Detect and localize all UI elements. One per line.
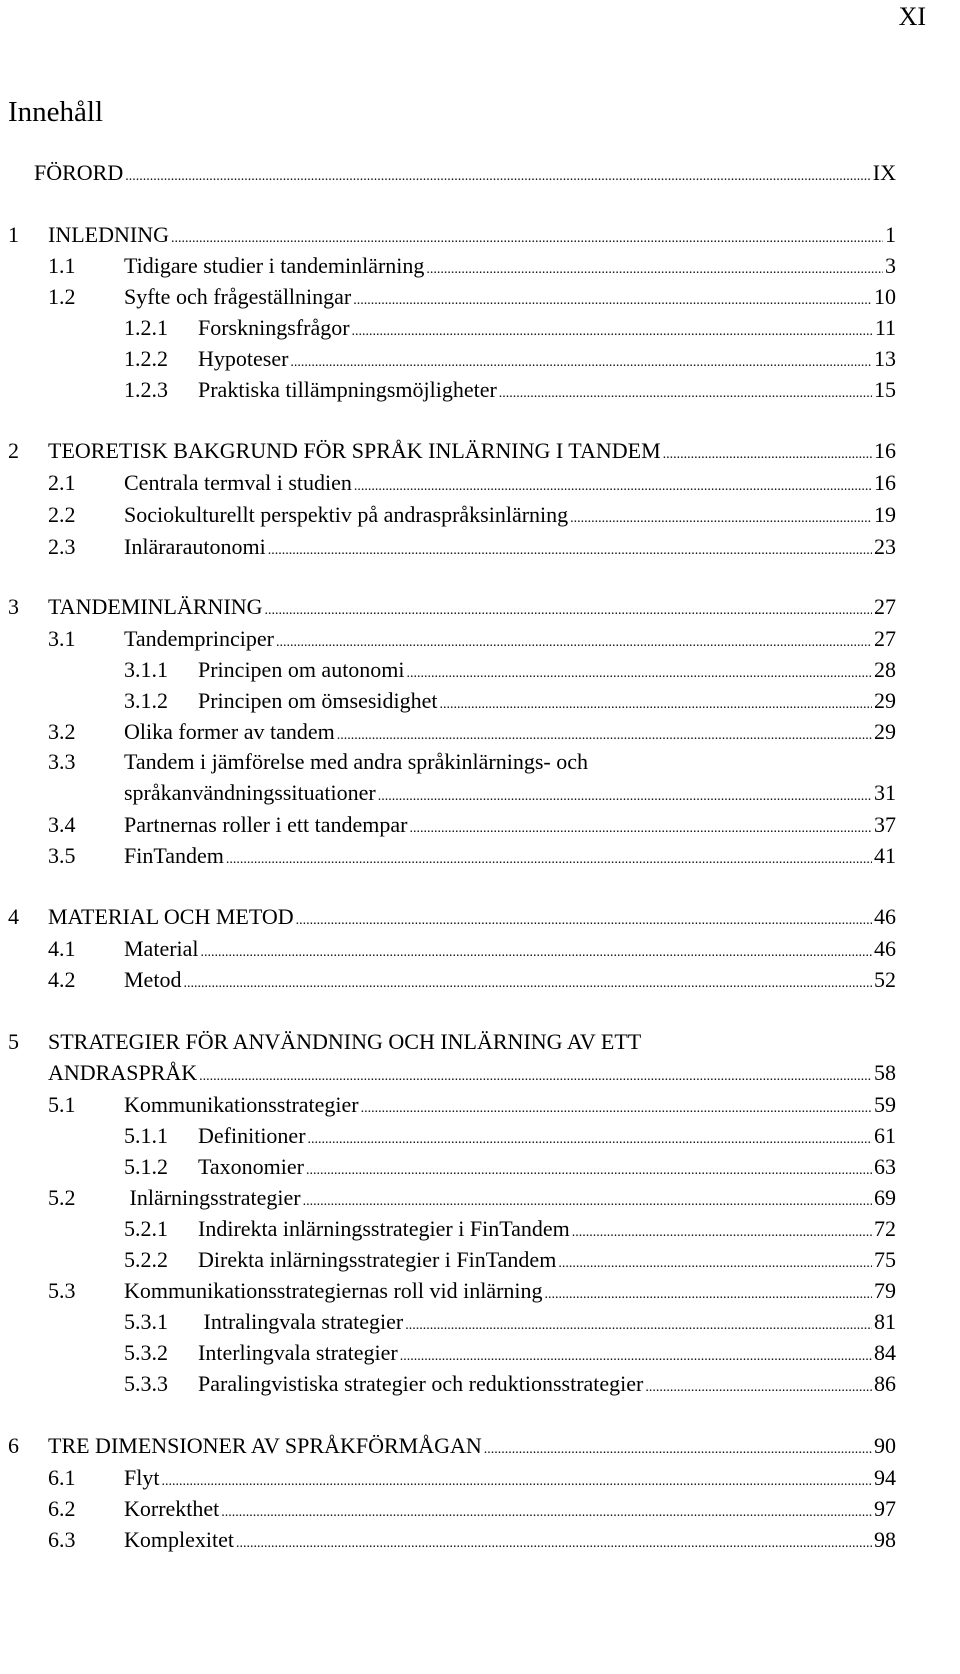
toc-leader-dots	[303, 1185, 872, 1211]
toc-entry-title: Direkta inlärningsstrategier i FinTandem	[198, 1247, 557, 1272]
toc-entry[interactable]	[124, 377, 896, 407]
toc-entry-title: MATERIAL OCH METOD	[48, 904, 294, 929]
toc-leader-dots	[201, 936, 872, 962]
toc-entry[interactable]	[124, 1309, 896, 1339]
toc-entry-page: 81	[874, 1309, 896, 1334]
toc-entry-title: Partnernas roller i ett tandempar	[124, 812, 408, 837]
toc-entry-number: 3.3	[48, 749, 76, 774]
toc-entry[interactable]	[124, 1123, 896, 1153]
toc-entry-number: 3.4	[48, 812, 76, 837]
toc-entry-number: 2.3	[48, 534, 76, 559]
toc-leader-dots	[276, 626, 872, 652]
toc-leader-dots	[407, 657, 872, 683]
toc-entry-title: Indirekta inlärningsstrategier i FinTandem	[198, 1216, 570, 1241]
toc-entry-title: TANDEMINLÄRNING	[48, 594, 263, 619]
toc-leader-dots	[499, 377, 872, 403]
toc-entry-number: 1	[8, 222, 19, 247]
toc-entry-title-line2: ANDRASPRÅK	[48, 1060, 198, 1085]
toc-entry-title: INLEDNING	[48, 222, 169, 247]
toc-leader-dots	[354, 470, 872, 496]
toc-leader-dots	[290, 346, 872, 372]
toc-leader-dots	[306, 1154, 872, 1180]
toc-entry-title: Inlärarautonomi	[124, 534, 266, 559]
toc-entry-title: Intralingvala strategier	[198, 1309, 404, 1334]
toc-entry-title: Centrala termval i studien	[124, 470, 352, 495]
toc-leader-dots	[125, 160, 871, 186]
toc-entry-title: Kommunikationsstrategiernas roll vid inlärning	[124, 1278, 543, 1303]
toc-entry[interactable]	[48, 470, 896, 500]
toc-entry[interactable]	[48, 812, 896, 842]
toc-leader-dots	[296, 904, 872, 930]
toc-entry-page: 10	[874, 284, 896, 309]
toc-entry[interactable]	[124, 657, 896, 687]
toc-entry-number: 2.1	[48, 470, 76, 495]
toc-leader-dots	[221, 1496, 872, 1522]
toc-entry-page: 46	[874, 936, 896, 961]
toc-entry-number: 5.2.2	[124, 1247, 168, 1272]
toc-entry[interactable]	[48, 1278, 896, 1308]
toc-entry-number: 2.2	[48, 502, 76, 527]
toc-entry-page: 61	[874, 1123, 896, 1148]
toc-entry-page: 27	[874, 626, 896, 651]
toc-entry-number: 3.1.2	[124, 688, 168, 713]
toc-entry-title: Praktiska tillämpningsmöjligheter	[198, 377, 497, 402]
toc-leader-dots	[572, 1216, 872, 1242]
toc-entry-title: Forskningsfrågor	[198, 315, 350, 340]
toc-entry-number: 5.1.1	[124, 1123, 168, 1148]
toc-leader-dots	[236, 1527, 872, 1553]
toc-entry[interactable]	[8, 438, 896, 468]
toc-entry-page: 11	[874, 315, 896, 340]
toc-entry-title: Principen om ömsesidighet	[198, 688, 438, 713]
toc-entry-title: Tandem i jämförelse med andra språkinlärnings- och	[124, 749, 588, 774]
toc-entry[interactable]	[48, 1527, 896, 1557]
toc-entry[interactable]	[48, 967, 896, 997]
toc-leader-dots	[426, 253, 883, 279]
toc-entry-page: 3	[885, 253, 896, 278]
toc-entry-number: 5.2	[48, 1185, 76, 1210]
toc-entry[interactable]	[124, 780, 896, 810]
toc-entry[interactable]	[124, 315, 896, 345]
toc-entry-page: 90	[874, 1433, 896, 1458]
toc-entry-title: Taxonomier	[198, 1154, 304, 1179]
toc-entry-number: 6.2	[48, 1496, 76, 1521]
toc-entry-page: 15	[874, 377, 896, 402]
toc-entry[interactable]	[48, 719, 896, 749]
toc-entry-number: 6.3	[48, 1527, 76, 1552]
toc-leader-dots	[171, 222, 883, 248]
toc-entry-page: 79	[874, 1278, 896, 1303]
toc-heading: Innehåll	[8, 96, 104, 128]
toc-entry-number: 5.2.1	[124, 1216, 168, 1241]
toc-entry-page: 59	[874, 1092, 896, 1117]
toc-entry-page: 29	[874, 719, 896, 744]
toc-leader-dots	[645, 1371, 872, 1397]
toc-entry-page: 46	[874, 904, 896, 929]
toc-entry-number: 5.1	[48, 1092, 76, 1117]
toc-entry-page: 75	[874, 1247, 896, 1272]
toc-leader-dots	[558, 1247, 872, 1273]
toc-entry-page: 16	[874, 438, 896, 463]
toc-entry-page: 13	[874, 346, 896, 371]
toc-entry-title: Flyt	[124, 1465, 160, 1490]
toc-entry-title: Principen om autonomi	[198, 657, 405, 682]
toc-entry-number: 3.1.1	[124, 657, 168, 682]
toc-entry-number: 1.2.3	[124, 377, 168, 402]
toc-entry[interactable]	[124, 1371, 896, 1401]
toc-entry[interactable]	[48, 284, 896, 314]
toc-leader-dots	[183, 967, 872, 993]
toc-entry-title: Material	[124, 936, 199, 961]
toc-entry-page: 72	[874, 1216, 896, 1241]
toc-entry-number: 1.1	[48, 253, 76, 278]
toc-leader-dots	[268, 534, 872, 560]
toc-entry[interactable]	[48, 1496, 896, 1526]
toc-entry[interactable]	[8, 904, 896, 934]
toc-entry-number: 2	[8, 438, 19, 463]
toc-leader-dots	[409, 812, 872, 838]
toc-entry-page: 41	[874, 843, 896, 868]
toc-entry-number: 1.2.1	[124, 315, 168, 340]
toc-entry-page: IX	[872, 160, 896, 185]
toc-entry[interactable]	[124, 1247, 896, 1277]
toc-entry-title: TEORETISK BAKGRUND FÖR SPRÅK INLÄRNING I TANDEM	[48, 438, 661, 463]
toc-entry-page: 23	[874, 534, 896, 559]
toc-entry-title: Paralingvistiska strategier och reduktionsstrategier	[198, 1371, 644, 1396]
toc-entry-title: FÖRORD	[34, 160, 124, 185]
toc-leader-dots	[337, 719, 872, 745]
toc-entry-title: Sociokulturellt perspektiv på andraspråksinlärning	[124, 502, 569, 527]
toc-entry[interactable]	[124, 688, 896, 718]
toc-entry-page: 63	[874, 1154, 896, 1179]
toc-entry-title: Korrekthet	[124, 1496, 220, 1521]
toc-entry[interactable]	[48, 843, 896, 873]
toc-entry-title: Definitioner	[198, 1123, 306, 1148]
toc-entry-number: 5.3.2	[124, 1340, 168, 1365]
toc-entry-number: 4	[8, 904, 19, 929]
toc-leader-dots	[663, 438, 872, 464]
toc-entry-page: 1	[885, 222, 896, 247]
toc-entry[interactable]	[124, 1154, 896, 1184]
toc-entry-page: 27	[874, 594, 896, 619]
toc-entry-page: 86	[874, 1371, 896, 1396]
toc-entry[interactable]	[124, 1216, 896, 1246]
toc-entry[interactable]	[48, 502, 896, 532]
toc-leader-dots	[440, 688, 872, 714]
toc-entry-title: FinTandem	[124, 843, 224, 868]
toc-entry[interactable]	[48, 1185, 896, 1215]
toc-entry[interactable]	[48, 1465, 896, 1495]
toc-leader-dots	[484, 1433, 872, 1459]
toc-entry[interactable]	[48, 626, 896, 656]
toc-leader-dots	[265, 594, 872, 620]
toc-leader-dots	[361, 1092, 872, 1118]
toc-entry-page: 97	[874, 1496, 896, 1521]
toc-entry[interactable]	[48, 253, 896, 283]
toc-entry-page: 98	[874, 1527, 896, 1552]
toc-entry-number: 5.3.3	[124, 1371, 168, 1396]
toc-entry-number: 5.1.2	[124, 1154, 168, 1179]
toc-entry-title: Kommunikationsstrategier	[124, 1092, 359, 1117]
toc-entry[interactable]	[124, 346, 896, 376]
toc-entry-page: 29	[874, 688, 896, 713]
toc-entry-number: 4.1	[48, 936, 76, 961]
toc-entry-title: Tidigare studier i tandeminlärning	[124, 253, 425, 278]
toc-entry[interactable]	[8, 222, 896, 252]
toc-entry-page: 37	[874, 812, 896, 837]
toc-entry-title: Hypoteser	[198, 346, 289, 371]
toc-entry-number: 1.2	[48, 284, 76, 309]
toc-entry-title-line1	[48, 749, 588, 775]
toc-entry-title-line2: språkanvändningssituationer	[124, 780, 376, 805]
toc-entry-page: 94	[874, 1465, 896, 1490]
toc-entry-number: 5.3	[48, 1278, 76, 1303]
toc-entry-page: 84	[874, 1340, 896, 1365]
toc-leader-dots	[353, 284, 872, 310]
toc-leader-dots	[226, 843, 872, 869]
toc-entry[interactable]	[48, 936, 896, 966]
toc-entry-number: 1.2.2	[124, 346, 168, 371]
toc-entry-title: Tandemprinciper	[124, 626, 274, 651]
toc-entry-title: Interlingvala strategier	[198, 1340, 398, 1365]
toc-entry-number: 3.5	[48, 843, 76, 868]
toc-entry-number: 3	[8, 594, 19, 619]
toc-entry[interactable]	[124, 1340, 896, 1370]
toc-entry-number: 3.2	[48, 719, 76, 744]
toc-entry-page: 69	[874, 1185, 896, 1210]
toc-entry[interactable]	[8, 594, 896, 624]
toc-entry[interactable]	[0, 160, 896, 190]
toc-entry-title: STRATEGIER FÖR ANVÄNDNING OCH INLÄRNING AV ETT	[48, 1029, 642, 1054]
toc-entry-number: 5.3.1	[124, 1309, 168, 1334]
toc-entry-title: Syfte och frågeställningar	[124, 284, 352, 309]
toc-entry-page: 52	[874, 967, 896, 992]
toc-entry-title: Olika former av tandem	[124, 719, 335, 744]
toc-entry-page: 58	[874, 1060, 896, 1085]
toc-entry-number: 4.2	[48, 967, 76, 992]
toc-entry-page: 28	[874, 657, 896, 682]
toc-entry-number: 6	[8, 1433, 19, 1458]
toc-leader-dots	[378, 780, 872, 806]
toc-leader-dots	[352, 315, 873, 341]
toc-entry-number: 6.1	[48, 1465, 76, 1490]
toc-entry-title: Metod	[124, 967, 182, 992]
toc-leader-dots	[545, 1278, 872, 1304]
toc-entry[interactable]	[48, 1060, 896, 1090]
toc-entry-page: 31	[874, 780, 896, 805]
toc-entry-title: TRE DIMENSIONER AV SPRÅKFÖRMÅGAN	[48, 1433, 482, 1458]
toc-entry-title: Inlärningsstrategier	[124, 1185, 301, 1210]
toc-entry[interactable]	[48, 1092, 896, 1122]
toc-leader-dots	[308, 1123, 872, 1149]
toc-entry-page: 16	[874, 470, 896, 495]
toc-entry-title-line1	[8, 1029, 641, 1055]
toc-entry-title: Komplexitet	[124, 1527, 234, 1552]
toc-leader-dots	[570, 502, 872, 528]
toc-leader-dots	[199, 1060, 872, 1086]
toc-entry[interactable]	[48, 534, 896, 564]
toc-entry-page: 19	[874, 502, 896, 527]
toc-entry-number: 3.1	[48, 626, 76, 651]
toc-leader-dots	[161, 1465, 872, 1491]
toc-leader-dots	[405, 1309, 872, 1335]
toc-leader-dots	[400, 1340, 872, 1366]
toc-entry[interactable]	[8, 1433, 896, 1463]
page-number: XI	[898, 2, 926, 31]
toc-entry-number: 5	[8, 1029, 19, 1054]
